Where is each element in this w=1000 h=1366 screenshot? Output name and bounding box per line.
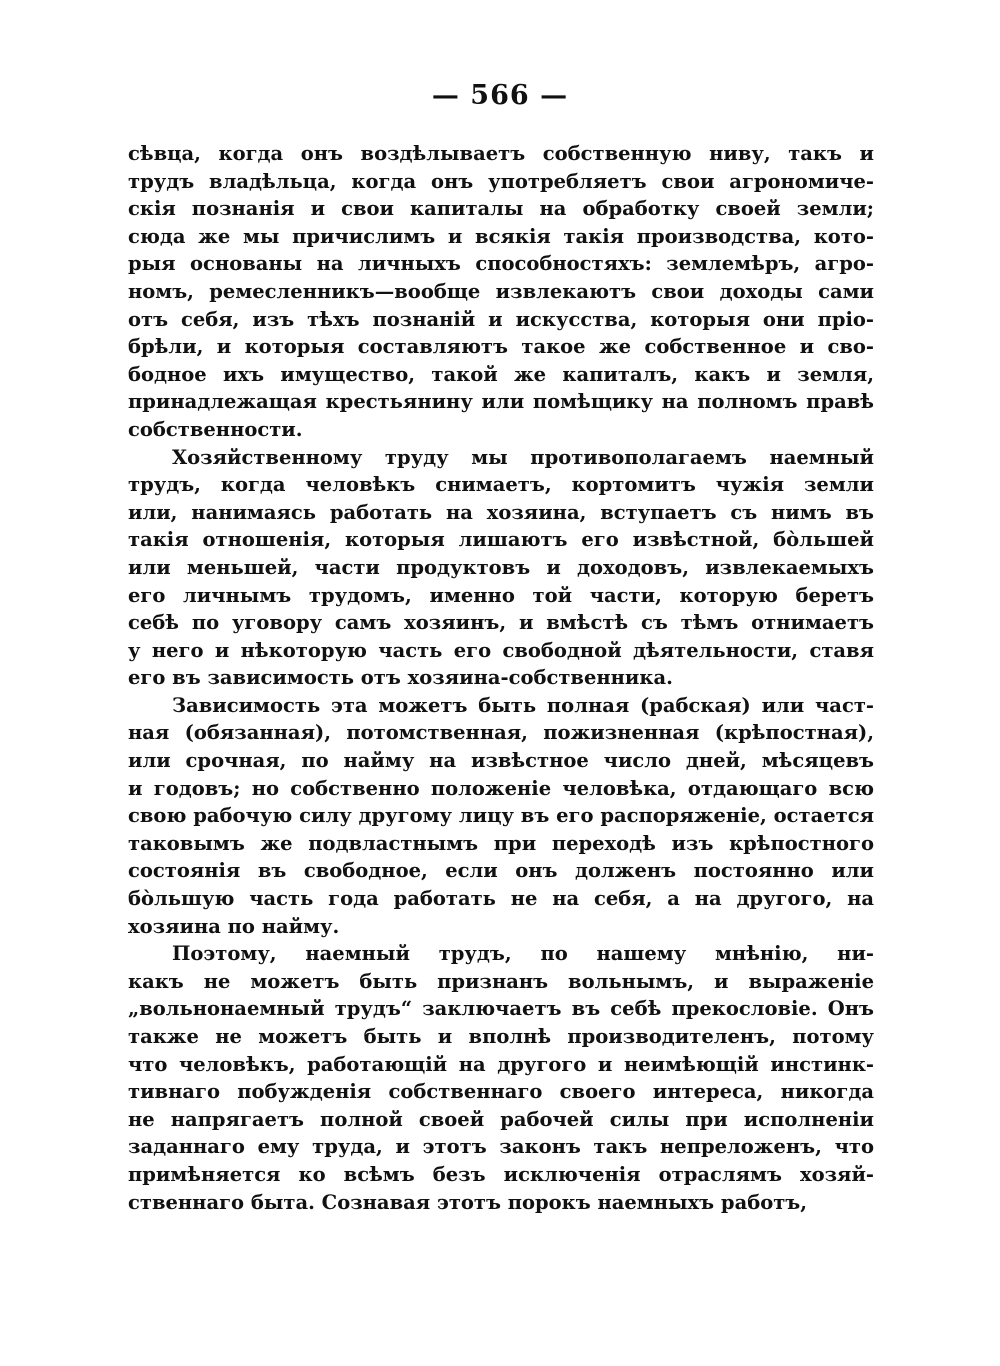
- text-line: ная (обязанная), потомственная, пожизненная (крѣпостная),: [128, 721, 874, 745]
- text-line: состоянія въ свободное, если онъ долженъ постоянно или: [128, 859, 874, 883]
- text-line: трудъ, когда человѣкъ снимаетъ, кортомитъ чужія земли: [128, 473, 874, 497]
- page-number: — 566 —: [431, 80, 569, 111]
- text-line: или меньшей, части продуктовъ и доходовъ, извлекаемыхъ: [128, 555, 874, 579]
- text-line: трудъ владѣльца, когда онъ употребляетъ свои агрономиче-: [128, 169, 874, 193]
- text-line: примѣняется ко всѣмъ безъ исключенія отраслямъ хозяй-: [128, 1162, 874, 1186]
- page-body: [128, 140, 874, 1216]
- paragraph: [128, 444, 874, 692]
- text-line: сюда же мы причислимъ и всякія такія производства, кото-: [128, 224, 874, 248]
- text-line: такія отношенія, которыя лишаютъ его извѣстной, бо̀льшей: [128, 528, 874, 552]
- paragraph: [128, 140, 874, 444]
- text-line: брѣли, и которыя составляютъ такое же собственное и сво-: [128, 335, 874, 359]
- text-line: также не можетъ быть и вполнѣ производителенъ, потому: [128, 1025, 874, 1048]
- paragraph: [128, 940, 874, 1216]
- text-line: его въ зависимость отъ хозяина-собственника.: [128, 666, 673, 690]
- paragraph: [128, 692, 874, 940]
- text-line: сѣвца, когда онъ воздѣлываетъ собственную ниву, такъ и: [128, 142, 874, 165]
- text-line: у него и нѣкоторую часть его свободной дѣятельности, ставя: [128, 638, 874, 662]
- text-line: себѣ по уговору самъ хозяинъ, и вмѣстѣ съ тѣмъ отнимаетъ: [128, 611, 874, 635]
- text-line: бо̀льшую часть года работать не на себя, а на другого, на: [128, 887, 874, 911]
- text-line: какъ не можетъ быть признанъ вольнымъ, и выраженіе: [128, 969, 874, 993]
- text-line: ственнаго быта. Сознавая этотъ порокъ наемныхъ работъ,: [128, 1190, 808, 1214]
- text-line: „вольнонаемный трудъ“ заключаетъ въ себѣ прекословіе. Онъ: [128, 997, 874, 1021]
- text-line: принадлежащая крестьянину или помѣщику на полномъ правѣ: [128, 390, 874, 414]
- text-line: или срочная, по найму на извѣстное число дней, мѣсяцевъ: [128, 749, 874, 773]
- text-line: свою рабочую силу другому лицу въ его распоряженіе, остается: [128, 804, 874, 828]
- text-line: и годовъ; но собственно положеніе человѣка, отдающаго всю: [128, 776, 874, 800]
- text-line: что человѣкъ, работающій на другого и неимѣющій инстинк-: [128, 1052, 874, 1076]
- text-line: не напрягаетъ полной своей рабочей силы при исполненіи: [128, 1107, 874, 1131]
- text-line: его личнымъ трудомъ, именно той части, которую беретъ: [128, 583, 874, 607]
- text-line: таковымъ же подвластнымъ при переходѣ изъ крѣпостного: [128, 831, 874, 855]
- text-line: отъ себя, изъ тѣхъ познаній и искусства, которыя они пріо-: [128, 307, 874, 331]
- text-line: Зависимость эта можетъ быть полная (рабская) или част-: [172, 693, 874, 717]
- text-line: собственности.: [128, 417, 303, 441]
- text-line: рыя основаны на личныхъ способностяхъ: землемѣръ, агро-: [128, 252, 874, 276]
- text-line: заданнаго ему труда, и этотъ законъ такъ непреложенъ, что: [128, 1135, 874, 1159]
- text-line: или, нанимаясь работать на хозяина, вступаетъ съ нимъ въ: [128, 500, 874, 524]
- text-line: бодное ихъ имущество, такой же капиталъ, какъ и земля,: [128, 362, 874, 386]
- text-line: Поэтому, наемный трудъ, по нашему мнѣнію, ни-: [172, 942, 874, 966]
- text-line: номъ, ремесленникъ—вообще извлекаютъ свои доходы сами: [128, 279, 874, 303]
- text-line: тивнаго побужденія собственнаго своего интереса, никогда: [128, 1080, 874, 1104]
- text-line: Хозяйственному труду мы противополагаемъ наемный: [172, 445, 874, 469]
- text-line: скія познанія и свои капиталы на обработку своей земли;: [128, 197, 874, 221]
- text-line: хозяина по найму.: [128, 914, 340, 938]
